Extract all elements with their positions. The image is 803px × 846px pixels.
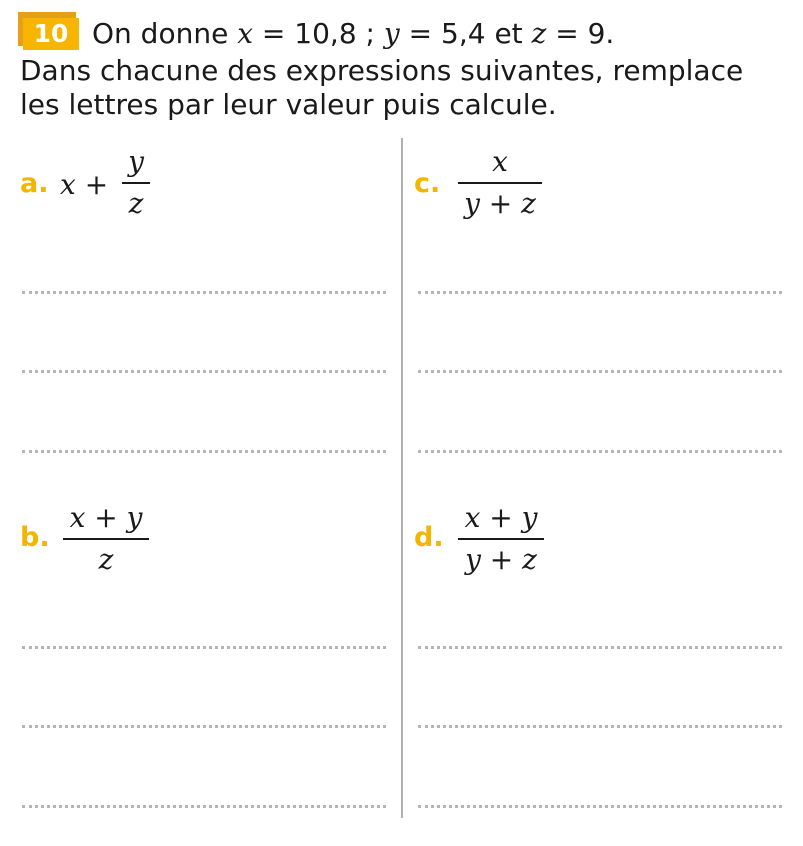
item-b-numerator: x + y: [69, 501, 143, 534]
answer-line-c-3[interactable]: [418, 450, 782, 453]
answer-line-c-1[interactable]: [418, 291, 782, 294]
column-divider: [401, 138, 403, 818]
equals-sign: =: [261, 17, 286, 50]
z-variable: z: [531, 17, 547, 50]
y-value: 5,4: [441, 17, 486, 50]
answer-line-c-2[interactable]: [418, 370, 782, 373]
item-d-denominator: y + z: [465, 543, 537, 576]
intro-text: On donne: [92, 17, 229, 50]
fraction-bar: [122, 182, 150, 184]
exercise-number: 10: [23, 18, 79, 50]
item-b-fraction: [63, 502, 149, 576]
item-a-denominator: z: [128, 187, 144, 220]
item-c-label: c.: [414, 168, 441, 199]
answer-line-d-2[interactable]: [418, 725, 782, 728]
equals-sign: =: [555, 17, 579, 50]
x-value: 10,8: [294, 17, 357, 50]
instruction-line-1: Dans chacune des expressions suivantes, remplace: [20, 54, 744, 87]
item-b-label: b.: [20, 522, 50, 553]
answer-line-d-3[interactable]: [418, 805, 782, 808]
answer-line-a-2[interactable]: [22, 370, 386, 373]
item-c-fraction: [458, 146, 542, 220]
given-values-line: [92, 17, 614, 51]
fraction-bar: [458, 182, 542, 184]
plus-sign: +: [84, 168, 109, 201]
item-a-lead: [60, 168, 108, 201]
fraction-bar: [458, 538, 544, 540]
item-c-numerator: x: [492, 145, 508, 178]
item-d-numerator: x + y: [464, 501, 538, 534]
answer-line-d-1[interactable]: [418, 646, 782, 649]
item-c-denominator: y + z: [464, 187, 536, 220]
item-d-label: d.: [414, 522, 444, 553]
item-a-numerator: y: [128, 145, 144, 178]
connector-text: et: [494, 17, 523, 50]
item-d-fraction: [458, 502, 544, 576]
answer-line-b-3[interactable]: [22, 805, 386, 808]
item-a-fraction: [122, 146, 150, 220]
answer-line-a-3[interactable]: [22, 450, 386, 453]
item-b-denominator: z: [98, 543, 114, 576]
answer-line-b-2[interactable]: [22, 725, 386, 728]
x-variable: x: [237, 17, 254, 50]
answer-line-b-1[interactable]: [22, 646, 386, 649]
equals-sign: =: [408, 17, 433, 50]
fraction-bar: [63, 538, 149, 540]
item-a-label: a.: [20, 168, 49, 199]
z-value: 9.: [587, 17, 615, 50]
y-variable: y: [383, 17, 400, 50]
instruction-line-2: les lettres par leur valeur puis calcule.: [20, 88, 557, 121]
item-a-lead-variable: x: [60, 168, 76, 201]
answer-line-a-1[interactable]: [22, 291, 386, 294]
separator: ;: [365, 17, 375, 50]
exercise-number-badge: [18, 12, 80, 52]
